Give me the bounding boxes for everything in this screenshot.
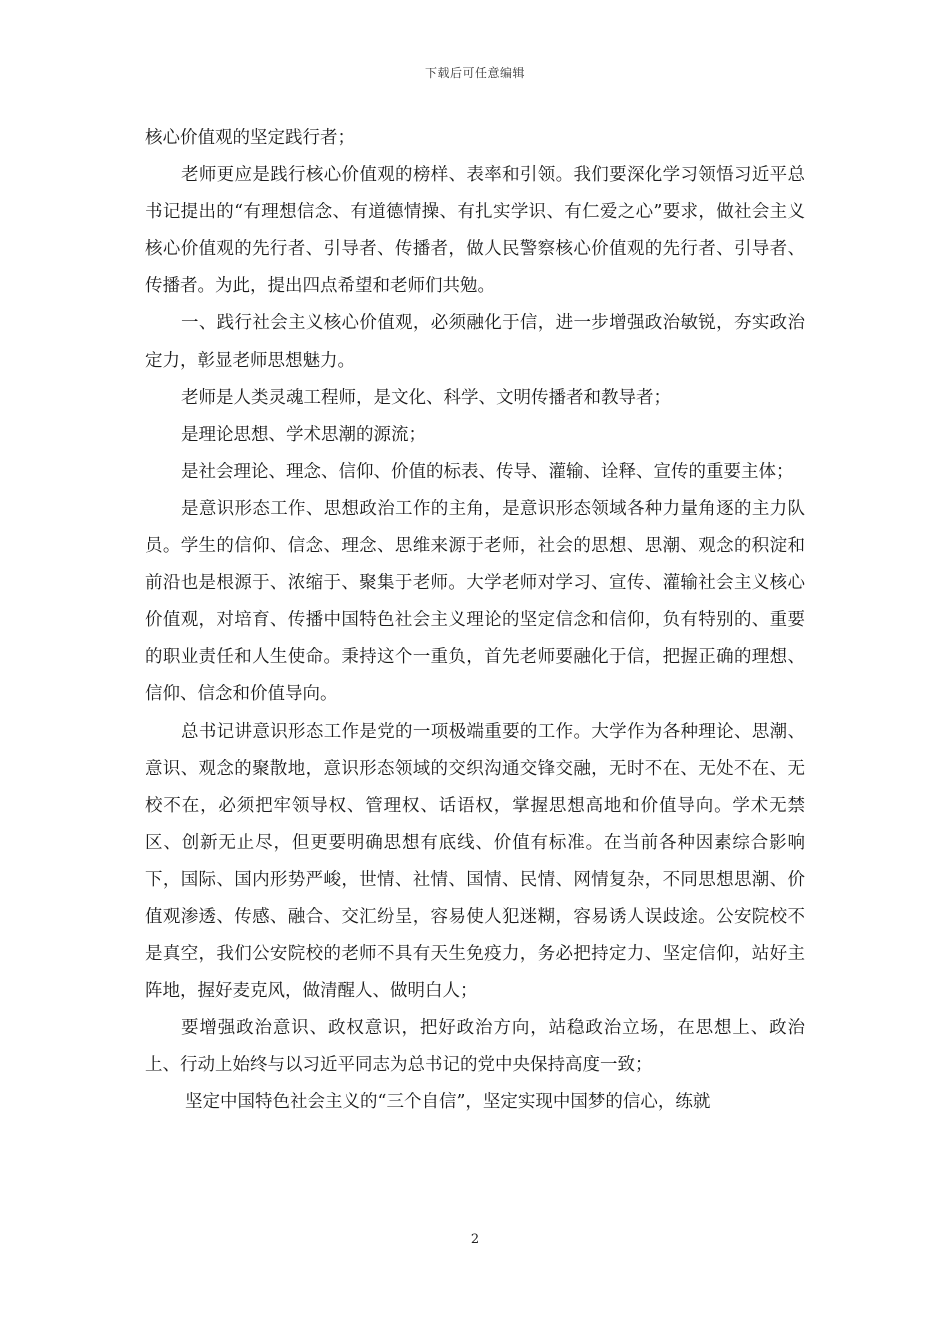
paragraph: 总书记讲意识形态工作是党的一项极端重要的工作。大学作为各种理论、思潮、意识、观念的聚散地，意识形态领域的交织沟通交锋交融，无时不在、无处不在、无校不在，必须把牢领导权、管理权、话语权，掌握思想高地和价值导向。学术无禁区、创新无止尽，但更要明确思想有底线、价值有标准。在当前各种因素综合影响下，国际、国内形势严峻，世情、社情、国情、民情、网情复杂，不同思想思潮、价值观渗透、传感、融合、交汇纷呈，容易使人犯迷糊，容易诱人误歧途。公安院校不是真空，我们公安院校的老师不具有天生免疫力，务必把持定力、坚定信仰，站好主阵地，握好麦克风，做清醒人、做明白人； xyxy=(145,721,805,1002)
page-number: 2 xyxy=(470,1232,480,1247)
paragraph: 要增强政治意识、政权意识，把好政治方向，站稳政治立场，在思想上、政治上、行动上始终与以习近平同志为总书记的党中央保持高度一致； xyxy=(145,1018,805,1076)
paragraph: 核心价值观的坚定践行者； xyxy=(145,128,355,148)
paragraph: 坚定中国特色社会主义的“三个自信”，坚定实现中国梦的信心，练就 xyxy=(185,1092,711,1113)
document-body xyxy=(145,120,805,1122)
paragraph: 老师是人类灵魂工程师，是文化、科学、文明传播者和教导者； xyxy=(181,387,671,408)
page-header: 下载后可任意编辑 xyxy=(424,66,525,80)
paragraph: 一、践行社会主义核心价值观，必须融化于信，进一步增强政治敏锐，夯实政治定力，彰显老师思想魅力。 xyxy=(145,313,805,371)
paragraph: 是理论思想、学术思潮的源流； xyxy=(181,424,426,445)
paragraph: 是社会理论、理念、信仰、价值的标表、传导、灌输、诠释、宣传的重要主体； xyxy=(181,461,794,482)
paragraph: 老师更应是践行核心价值观的榜样、表率和引领。我们要深化学习领悟习近平总书记提出的“有理想信念、有道德情操、有扎实学识、有仁爱之心”要求，做社会主义核心价值观的先行者、引导者、传播者，做人民警察核心价值观的先行者、引导者、传播者。为此，提出四点希望和老师们共勉。 xyxy=(145,165,805,297)
paragraph: 是意识形态工作、思想政治工作的主角，是意识形态领域各种力量角逐的主力队员。学生的信仰、信念、理念、思维来源于老师，社会的思想、思潮、观念的积淀和前沿也是根源于、浓缩于、聚集于老师。大学老师对学习、宣传、灌输社会主义核心价值观，对培育、传播中国特色社会主义理论的坚定信念和信仰，负有特别的、重要的职业责任和人生使命。秉持这个一重负，首先老师要融化于信，把握正确的理想、信仰、信念和价值导向。 xyxy=(145,498,805,705)
